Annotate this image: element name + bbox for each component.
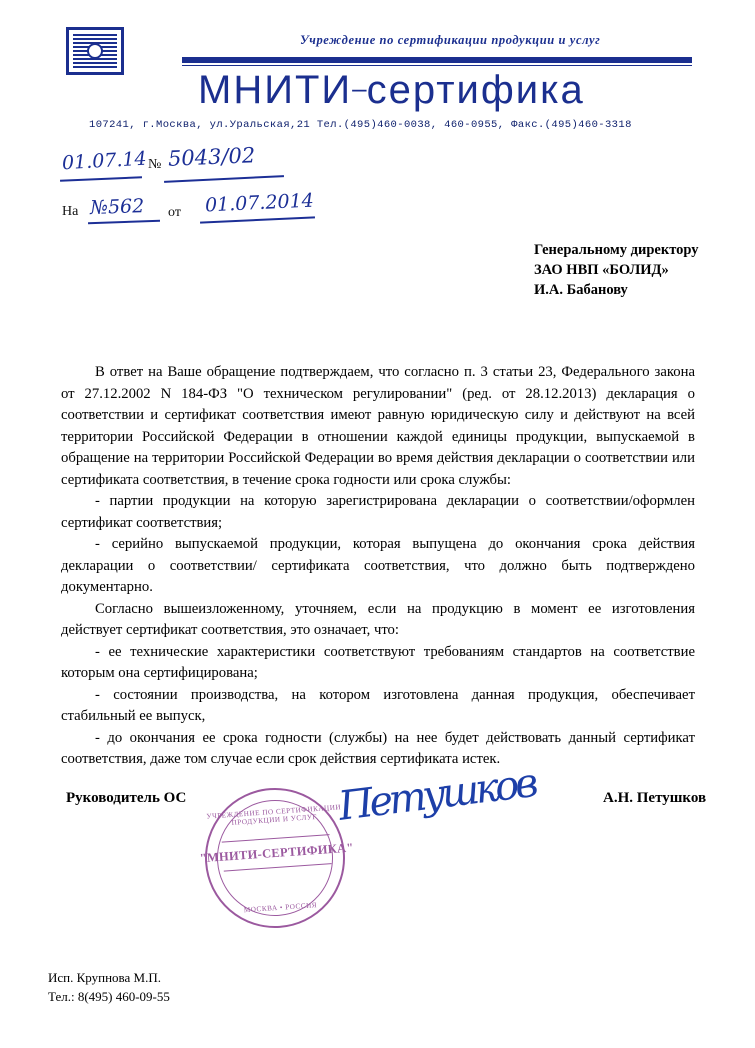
addressee-line-2: ЗАО НВП «БОЛИД»: [534, 262, 669, 278]
addressee-block: [534, 240, 699, 300]
official-stamp: [199, 783, 355, 932]
letterhead-address: 107241, г.Москва, ул.Уральская,21 Тел.(495)460-0038, 460-0955, Факс.(495)460-3318: [89, 119, 632, 131]
letterhead-title: [198, 68, 585, 113]
stamp-arc-top-text: УЧРЕЖДЕНИЕ ПО СЕРТИФИКАЦИИ ПРОДУКЦИИ И УСЛУГ: [206, 803, 342, 827]
reference-number-handwritten: 5043/02: [167, 143, 256, 171]
reply-date-underline: [200, 216, 315, 223]
letterhead-header: [0, 0, 755, 140]
addressee-line-1: Генеральному директору: [534, 242, 699, 258]
header-rule-thick: [182, 57, 692, 63]
footer-executor: Исп. Крупнова М.П.: [48, 970, 161, 985]
letterhead-title-part2: сертифика: [366, 68, 585, 112]
reference-date-underline: [60, 176, 142, 181]
reply-to-underline: [88, 220, 160, 224]
reply-to-number-handwritten: №562: [89, 195, 145, 219]
letterhead-title-part1: МНИТИ: [198, 68, 353, 112]
letter-body: [61, 362, 695, 771]
reply-to-label: На: [62, 204, 79, 219]
addressee-line-3: И.А. Бабанову: [534, 282, 628, 298]
letterhead-title-dash: –: [352, 73, 367, 103]
signatory-role: Руководитель ОС: [66, 790, 187, 806]
body-paragraph: Согласно вышеизложенному, уточняем, если на продукцию в момент ее изготовления действует сертификат соответствия, это означает, что:: [61, 600, 695, 638]
footer-phone: Тел.: 8(495) 460-09-55: [48, 989, 170, 1004]
reply-date-label: от: [168, 205, 181, 220]
body-paragraph: В ответ на Ваше обращение подтверждаем, что согласно п. 3 статьи 23, Федерального закона от 27.12.2002 N 184-ФЗ "О техническом регулировании" (ред. от 28.12.2013) декларация о соответствии и сертификат соответствия имеют равную юридическую силу и действуют на всей территории Российской Федерации в отношении каждой единицы продукции, выпускаемой в обращение на территории Российской Федерации во время действия декларации о соответствии или сертификата соответствия, в течение срока годности или срока службы:: [61, 364, 695, 488]
stamp-center-text: "МНИТИ-СЕРТИФИКА": [222, 834, 332, 871]
header-rule-thin: [182, 65, 692, 66]
body-paragraph: - партии продукции на которую зарегистрирована декларации о соответствии/оформлен сертификат соответствия;: [61, 493, 695, 531]
body-paragraph: - до окончания ее срока годности (службы) на нее будет действовать данный сертификат соответствия, даже том случае если срок действия сертификата истек.: [61, 729, 695, 767]
organization-subtitle: Учреждение по сертификации продукции и услуг: [300, 33, 601, 47]
reference-number-underline: [164, 175, 284, 182]
body-paragraph: - состоянии производства, на котором изготовлена данная продукция, обеспечивает стабильный ее выпуск,: [61, 686, 695, 724]
body-paragraph: - ее технические характеристики соответствуют требованиям стандартов на соответствие которым она сертифицирована;: [61, 643, 695, 681]
signatory-name: А.Н. Петушков: [603, 790, 707, 806]
stamp-arc-bottom-text: МОСКВА • РОССИЯ: [243, 901, 318, 915]
handwritten-signature: [336, 760, 537, 830]
signature-stroke: Петушков: [335, 760, 537, 830]
pc-certification-logo-icon: [66, 27, 124, 75]
reference-date-handwritten: 01.07.14: [61, 147, 148, 175]
logo-glyph: [73, 34, 117, 68]
reference-number-label: №: [148, 157, 162, 172]
body-paragraph: - серийно выпускаемой продукции, которая выпущена до окончания срока действия декларации о соответствии/ сертификата соответствия, что должно быть подтверждено документарно.: [61, 536, 695, 595]
reply-date-handwritten: 01.07.2014: [204, 189, 315, 217]
document-footer: [48, 968, 170, 1006]
